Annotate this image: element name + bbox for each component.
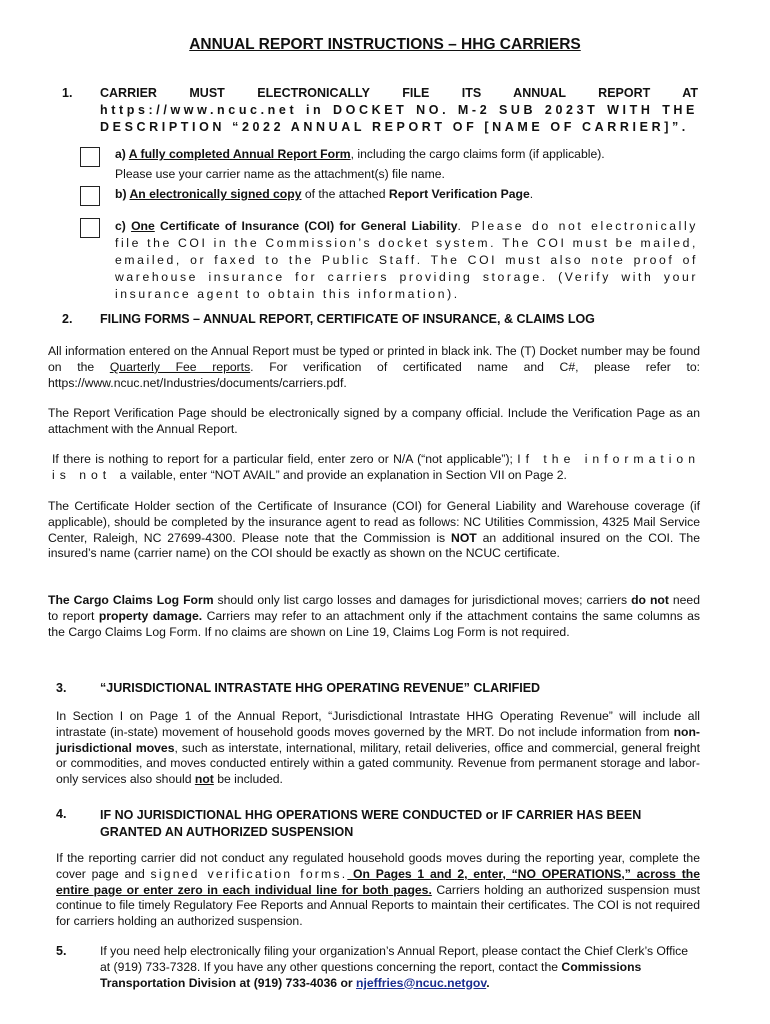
section-4-text-a: If the reporting carrier did not conduct any regulated household goods moves during the reporting year, complete the cover page and xyxy=(56,851,700,881)
section-2-para-1 xyxy=(48,344,700,391)
section-1-number: 1. xyxy=(62,86,73,100)
section-4-para xyxy=(56,851,700,930)
cargo-claims-log-form: The Cargo Claims Log Form xyxy=(48,593,214,607)
section-5-number: 5. xyxy=(56,944,67,958)
item-c-one: One xyxy=(131,219,155,233)
para-3-spaced: If the information is not a xyxy=(52,452,700,482)
section-3-para xyxy=(56,709,700,788)
item-a xyxy=(115,147,698,183)
section-2-para-4 xyxy=(48,499,700,562)
section-4-bold: On Pages 1 and 2, enter, “NO OPERATIONS,” across the entire page or enter zero in each individual line for both pages. xyxy=(56,866,700,897)
para-1-text-a: All information entered on the Annual Report must be typed or printed in black ink. The (T) Docket number may be found on the xyxy=(48,344,700,374)
section-3-text-a: In Section I on Page 1 of the Annual Report, “Jurisdictional Intrastate HHG Operating Revenue” will include all intrastate (in-state) movement of household goods moves governed by the MRT. Do not include information from xyxy=(56,709,700,739)
section-2-para-5 xyxy=(48,593,700,640)
section-4-heading: IF NO JURISDICTIONAL HHG OPERATIONS WERE CONDUCTED or IF CARRIER HAS BEEN GRANTED AN AUTHORIZED SUSPENSION xyxy=(100,808,642,839)
section-1-line-1: CARRIER MUST ELECTRONICALLY FILE ITS ANNUAL REPORT AT xyxy=(100,86,698,100)
para-4-text-a: The Certificate Holder section of the Certificate of Insurance (COI) for General Liability and Warehouse coverage (if applicable), should be completed by the insurance agent to read as follows: NC Utilities Commission, 4325 Mail Service Center, Raleigh, NC 27699-4300. Please note that the Commission is xyxy=(48,499,700,545)
section-4-number: 4. xyxy=(56,807,67,821)
section-1-heading xyxy=(100,86,698,135)
section-3-number: 3. xyxy=(56,681,67,695)
item-c-rest: . Please do not electronically file the COI in the Commission’s docket system. The COI must be mailed, emailed, or faxed to the Public Staff. The COI must also note proof of warehouse insurance for carriers providing storage. (Verify with your insurance agent to obtain this information). xyxy=(115,219,698,301)
item-a-label: a) xyxy=(115,147,129,161)
item-b-bold-2: Report Verification Page xyxy=(388,187,530,201)
section-5-end: . xyxy=(486,975,490,990)
item-b-mid: of the attached xyxy=(301,187,389,201)
item-a-rest: , including the cargo claims form (if applicable). xyxy=(350,147,605,161)
para-1-text-b: . For verification of certificated name and C#, please refer to: https://www.ncuc.net/Industries/documents/carriers.pdf. xyxy=(48,359,700,390)
checkbox-a[interactable] xyxy=(80,147,100,167)
quarterly-fee-reports-link[interactable]: Quarterly Fee reports xyxy=(109,359,251,374)
section-5-para xyxy=(100,944,700,991)
section-5-bold: Commissions Transportation Division at (919) 733-4036 or xyxy=(100,959,642,990)
item-a-bold: A fully completed Annual Report Form xyxy=(128,147,351,161)
section-2-para-3 xyxy=(52,452,700,484)
section-4-signed: signed verification forms. xyxy=(150,866,348,881)
item-b-label: b) xyxy=(115,187,130,201)
item-c-bold: Certificate of Insurance (COI) for General Liability xyxy=(154,219,458,233)
section-2-heading: FILING FORMS – ANNUAL REPORT, CERTIFICATE OF INSURANCE, & CLAIMS LOG xyxy=(100,312,595,326)
item-c-label: c) xyxy=(115,219,132,233)
section-2-number: 2. xyxy=(62,312,73,326)
section-3-not: not xyxy=(194,772,214,787)
email-link[interactable]: njeffries@ncuc.netgov xyxy=(356,975,487,990)
para-5-text-b: need to report xyxy=(48,593,700,623)
section-5-text-a: If you need help electronically filing your organization’s Annual Report, please contact the Chief Clerk’s Office at (919) 733-7328. If you have any other questions concerning the report, contact the xyxy=(100,944,689,974)
section-3-bold: non-jurisdictional moves xyxy=(56,724,700,755)
section-2-para-2 xyxy=(48,406,700,438)
checkbox-c[interactable] xyxy=(80,218,100,238)
para-5-text-c: Carriers may refer to an attachment only if the attachment contains the same columns as the Cargo Claims Log Form. If no claims are shown on Line 19, Claims Log Form is not required. xyxy=(48,608,700,639)
item-a-line-2: Please use your carrier name as the attachment(s) file name. xyxy=(115,166,445,181)
para-5-text-a: should only list cargo losses and damages for jurisdictional moves; carriers xyxy=(213,593,632,607)
item-c xyxy=(115,218,698,303)
para-2-text: The Report Verification Page should be electronically signed by a company official. Include the Verification Page as an attachment with the Annual Report. xyxy=(48,406,700,436)
item-b-bold: An electronically signed copy xyxy=(129,187,302,201)
para-4-text-b: an additional insured on the COI. The insured’s name (carrier name) on the COI should be exactly as shown on the NCUC certificate. xyxy=(48,530,700,561)
page-title: ANNUAL REPORT INSTRUCTIONS – HHG CARRIERS xyxy=(189,36,581,53)
para-3-text-c: vailable, enter “NOT AVAIL” and provide an explanation in Section VII on Page 2. xyxy=(131,467,567,482)
para-4-not: NOT xyxy=(451,530,477,545)
item-b xyxy=(115,187,698,203)
para-5-property-damage: property damage. xyxy=(98,608,203,623)
para-5-do-not: do not xyxy=(631,593,669,607)
item-b-end: . xyxy=(529,187,534,201)
section-4-text-b: Carriers holding an authorized suspension must continue to file timely Regulatory Fee Reports and Annual Reports to maintain their certificates. The COI is not required for carriers holding an authorized suspension. xyxy=(56,882,701,929)
checkbox-b[interactable] xyxy=(80,186,100,206)
section-1-line-2: https://www.ncuc.net in DOCKET NO. M-2 SUB 2023T WITH THE xyxy=(100,102,698,117)
section-1-line-3: DESCRIPTION “2022 ANNUAL REPORT OF [NAME OF CARRIER]”. xyxy=(100,119,689,134)
section-3-text-c: be included. xyxy=(213,772,283,787)
section-3-heading: “JURISDICTIONAL INTRASTATE HHG OPERATING REVENUE” CLARIFIED xyxy=(100,681,541,695)
section-3-text-b: , such as interstate, international, military, retail deliveries, office and commercial, general freight or commodities, and moves conducted entirely within a gated community. Revenue from permanent storage and labor-only services also should xyxy=(56,740,700,787)
para-3-text-a: If there is nothing to report for a particular field, enter zero or N/A (“not applicable”); xyxy=(52,452,518,466)
